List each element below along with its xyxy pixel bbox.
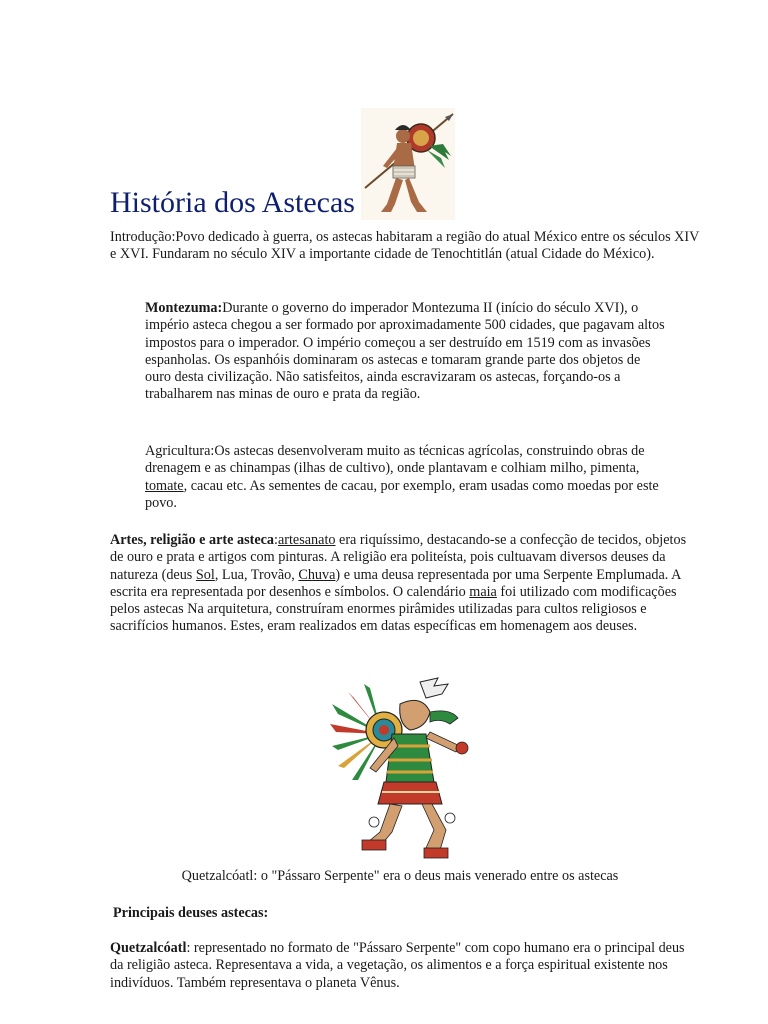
intro-label: Introdução: (110, 229, 176, 245)
quetzalcoatl-paragraph (110, 940, 700, 992)
page-title: História dos Astecas (110, 186, 355, 219)
deuses-heading: Principais deuses astecas: (113, 905, 269, 921)
quetzalcoatl-label: Quetzalcóatl (110, 940, 187, 956)
link-chuva[interactable]: Chuva (298, 566, 336, 583)
artes-label: Artes, religião e arte asteca (110, 532, 275, 548)
agricultura-text-before: Os astecas desenvolveram muito as técnicas agrícolas, construindo obras de drenagem e as chinampas (ilhas de cultivo), onde plantavam e colhiam milho, pimenta, (145, 443, 645, 477)
montezuma-paragraph (145, 300, 665, 404)
intro-paragraph (110, 229, 700, 264)
artes-colon: : (274, 532, 278, 548)
artes-text-2: , Lua, Trovão, (214, 566, 299, 583)
title-row (110, 108, 455, 220)
montezuma-label: Montezuma: (145, 300, 223, 316)
artes-text-4: foi utilizado com modificações pelos astecas Na arquitetura, construíram enormes pirâmides utilizadas para cultos religiosos e sacrifícios humanos. Estes, eram realizados em datas específicas em homenagem aos deuses. (110, 583, 677, 635)
agricultura-label: Agricultura: (145, 443, 215, 459)
artes-paragraph (110, 532, 698, 636)
image-caption: Quetzalcóatl: o "Pássaro Serpente" era o deus mais venerado entre os astecas (181, 868, 619, 884)
link-tomate[interactable]: tomate (145, 477, 184, 494)
link-maia[interactable]: maia (469, 583, 497, 600)
agricultura-paragraph (145, 443, 670, 512)
link-artesanato[interactable]: artesanato (277, 532, 336, 548)
quetzalcoatl-text: : representado no formato de "Pássaro Serpente" com copo humano era o principal deus da religião asteca. Representava a vida, a vegetação, os alimentos e a força espiritual existente nos indivíduos. Também representava o planeta Vênus. (110, 940, 685, 991)
quetzalcoatl-codex-illustration (330, 672, 482, 862)
intro-text: Povo dedicado à guerra, os astecas habitaram a região do atual México entre os séculos XIV e XVI. Fundaram no século XIV a importante cidade de Tenochtitlán (atual Cidade do México). (110, 229, 700, 263)
artes-text-3: ) e uma deusa representada por uma Serpente Emplumada. A escrita era representada por desenhos e símbolos. O calendário (110, 566, 681, 600)
artes-text-1: era riquíssimo, destacando-se a confecção de tecidos, objetos de ouro e prata e artigos com pinturas. A religião era politeísta, pois cultuavam diversos deuses da natureza (deus (110, 532, 687, 583)
montezuma-text: Durante o governo do imperador Montezuma II (início do século XVI), o império asteca chegou a ser formado por aproximadamente 500 cidades, que pagavam altos impostos para o imperador. O império começou a ser destruído em 1519 com as invasões espanholas. Os espanhóis dominaram os astecas e tomaram grande parte dos objetos de ouro desta civilização. Não satisfeitos, ainda escravizaram os astecas, forçando-os a trabalharem nas minas de ouro e prata da região. (145, 300, 665, 403)
agricultura-text-after: , cacau etc. As sementes de cacau, por exemplo, eram usadas como moedas por este povo. (145, 477, 659, 511)
link-sol[interactable]: Sol (195, 566, 215, 583)
aztec-warrior-illustration (361, 108, 455, 220)
